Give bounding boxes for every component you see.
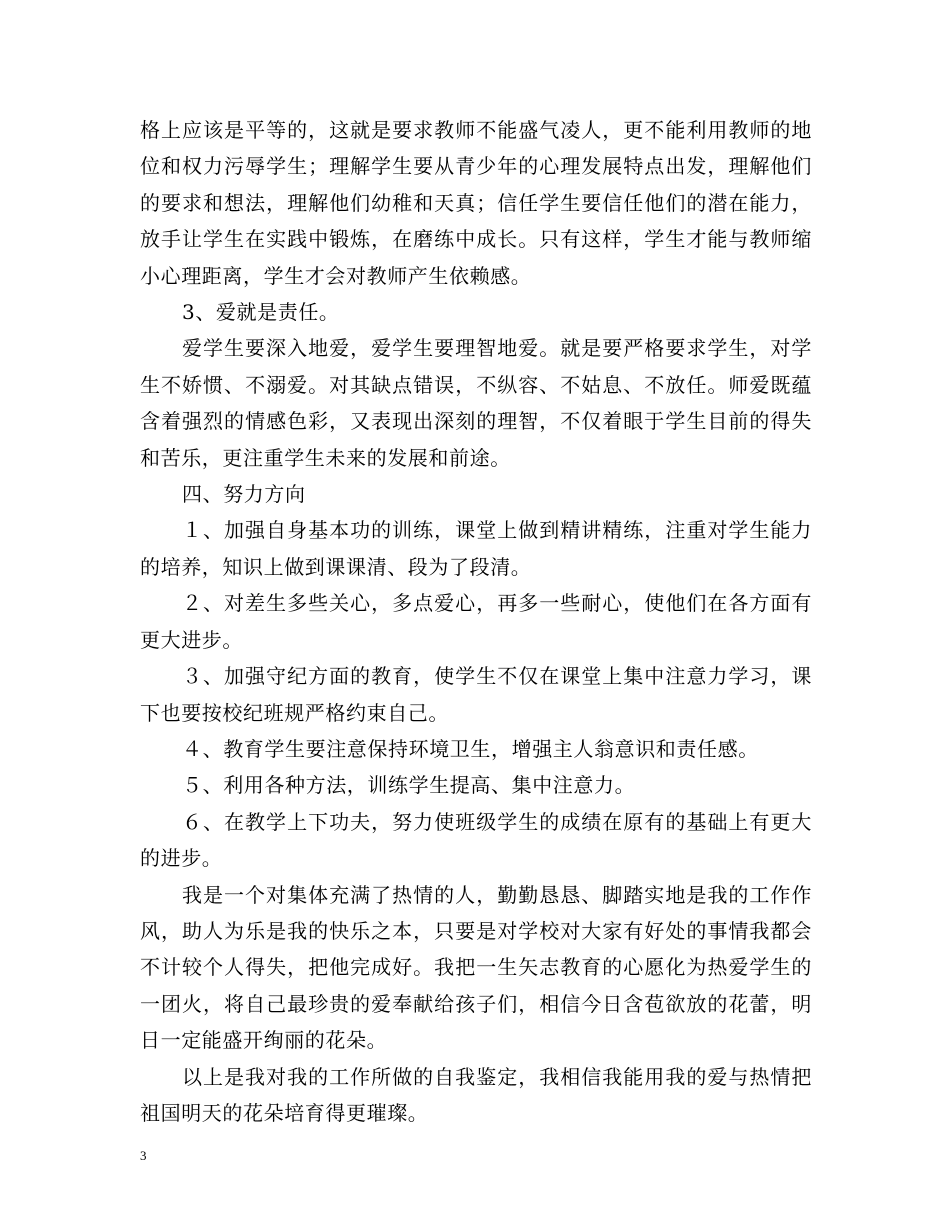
list-item-2: ２、对差生多些关心，多点爱心，再多一些耐心，使他们在各方面有更大进步。 <box>140 591 812 652</box>
paragraph-rational-love: 爱学生要深入地爱，爱学生要理智地爱。就是要严格要求学生，对学生不娇惯、不溺爱。对其缺点错误，不纵容、不姑息、不放任。师爱既蕴含着强烈的情感色彩，又表现出深刻的理智，不仅着眼于学生目前的得失和苦乐，更注重学生未来的发展和前途。 <box>140 336 812 470</box>
paragraph-heading-love-is-responsibility: 3、爱就是责任。 <box>182 300 340 325</box>
list-item-4: ４、教育学生要注意保持环境卫生，增强主人翁意识和责任感。 <box>182 736 759 761</box>
list-item-6: ６、在教学上下功夫，努力使班级学生的成绩在原有的基础上有更大的进步。 <box>140 809 812 871</box>
list-item-1: １、加强自身基本功的训练，课堂上做到精讲精练，注重对学生能力的培养，知识上做到课课清、段为了段清。 <box>140 518 812 579</box>
section-heading-improvement-direction: 四、努力方向 <box>182 482 306 507</box>
paragraph-conclusion: 以上是我对我的工作所做的自我鉴定，我相信我能用我的爱与热情把祖国明天的花朵培育得更璀璨。 <box>140 1064 812 1125</box>
list-item-3: ３、加强守纪方面的教育，使学生不仅在课堂上集中注意力学习，课下也要按校纪班规严格约束自己。 <box>140 664 812 725</box>
page-number: 3 <box>140 1148 147 1163</box>
paragraph-work-style: 我是一个对集体充满了热情的人，勤勤恳恳、脚踏实地是我的工作作风，助人为乐是我的快乐之本，只要是对学校对大家有好处的事情我都会不计较个人得失，把他完成好。我把一生矢志教育的心愿化为热爱学生的一团火，将自己最珍贵的爱奉献给孩子们，相信今日含苞欲放的花蕾，明日一定能盛开绚丽的花朵。 <box>140 882 812 1053</box>
paragraph-continued: 格上应该是平等的，这就是要求教师不能盛气凌人，更不能利用教师的地位和权力污辱学生；理解学生要从青少年的心理发展特点出发，理解他们的要求和想法，理解他们幼稚和天真；信任学生要信任他们的潜在能力，放手让学生在实践中锻炼，在磨练中成长。只有这样，学生才能与教师缩小心理距离，学生才会对教师产生依赖感。 <box>140 118 812 288</box>
list-item-5: ５、利用各种方法，训练学生提高、集中注意力。 <box>182 773 636 798</box>
document-body <box>140 112 812 1131</box>
